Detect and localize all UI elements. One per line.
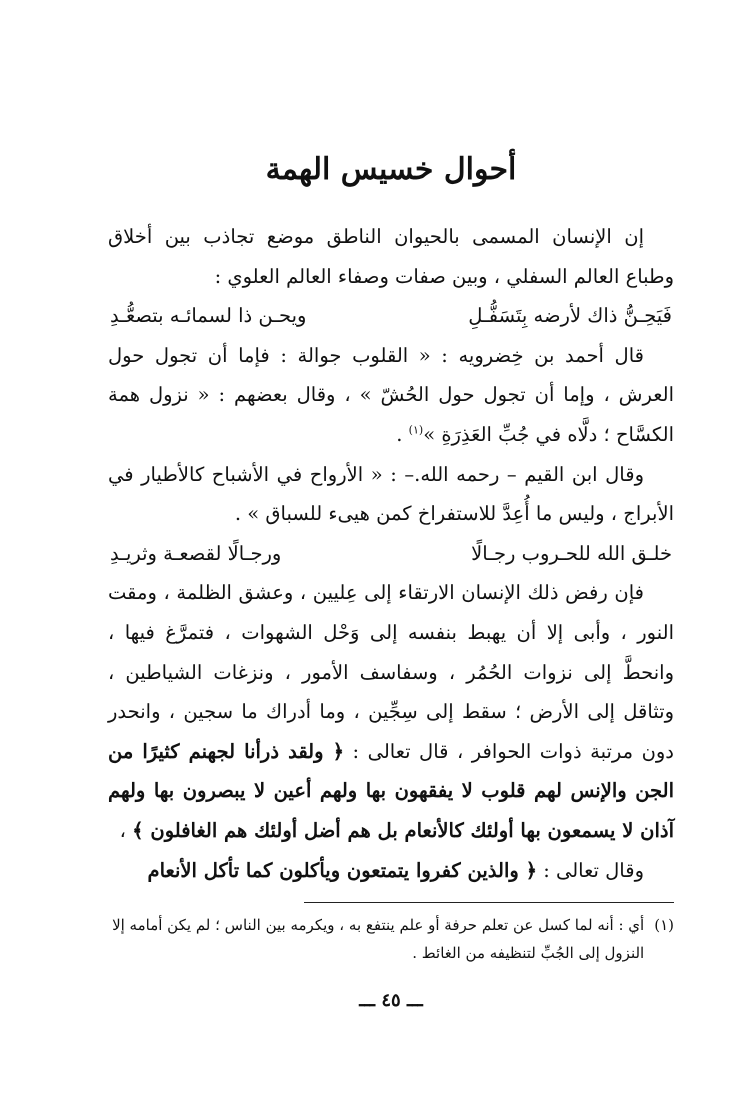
- footnote-reference: (١): [408, 423, 424, 437]
- paragraph-2: [108, 336, 674, 455]
- footnote-divider: [304, 902, 674, 903]
- paragraph-4-end: ،: [119, 818, 126, 842]
- footnote-1: [108, 911, 674, 967]
- poem-verse-1: [108, 296, 674, 336]
- verse-2-second-hemistich: ورجـالًا لقصعـة وثريـدِ: [110, 541, 282, 565]
- footnote-text: أي : أنه لما كسل عن تعلم حرفة أو علم ينتفع به ، ويكرمه بين الناس ؛ لم يكن أمامه إلا النزول إلى الجُبِّ لتنظيفه من الغائط .: [112, 916, 645, 962]
- paragraph-1: إن الإنسان المسمى بالحيوان الناطق موضع تجاذب بين أخلاق وطباع العالم السفلي ، وبين صفات وصفاء العالم العلوي :: [108, 225, 674, 288]
- paragraph-3: وقال ابن القيم – رحمه الله.– : « الأرواح في الأشباح كالأطيار في الأبراج ، وليس ما أُعِدَّ للاستفراخ كمن هيىء للسباق » .: [108, 462, 674, 526]
- verse-2-first-hemistich: خلـق الله للحـروب رجـالًا: [471, 541, 672, 565]
- paragraph-2-end: .: [396, 422, 403, 446]
- poem-verse-2: [108, 534, 674, 574]
- verse-1-first-hemistich: فَيَحِـنُّ ذاك لأرضه بِتَسَفُّـلِ: [468, 304, 672, 328]
- footnote-number: (١): [654, 916, 674, 934]
- quran-verse-1: ﴿ ولقد ذرأنا لجهنم كثيرًا من الجن والإنس لهم قلوب لا يفقهون بها ولهم أعين لا يبصرون بها ولهم آذان لا يسمعون بها أولئك كالأنعام بل هم أضل أولئك هم الغافلون ﴾: [108, 739, 674, 842]
- paragraph-4-text: فإن رفض ذلك الإنسان الارتقاء إلى عِليين ، وعشق الظلمة ، ومقت النور ، وأبى إلا أن يهبط بنفسه إلى وَحْل الشهوات ، فتمرَّغ فيها ، وانحطَّ إلى نزوات الحُمُر ، وسفاسف الأمور ، ونزغات الشياطين ، وتثاقل إلى الأرض ؛ سقط إلى سِجِّين ، وما أدراك ما سجين ، وانحدر دون مرتبة ذوات الحوافر ، قال تعالى :: [108, 581, 674, 763]
- page-title: أحوال خسيس الهمة: [265, 152, 517, 187]
- paragraph-2-text: قال أحمد بن خِضرويه : « القلوب جوالة : فإما أن تجول حول العرش ، وإما أن تجول حول الحُشّ » ، وقال بعضهم : « نزول همة الكسَّاح ؛ دلَّاه في جُبِّ العَذِرَةِ »: [108, 343, 674, 446]
- book-page: [108, 0, 674, 1094]
- page-number: ـــ ٤٥ ـــ: [359, 990, 423, 1011]
- quran-verse-2: ﴿ والذين كفروا يتمتعون ويأكلون كما تأكل الأنعام: [147, 858, 537, 882]
- paragraph-5: [108, 851, 674, 891]
- body-text: [108, 217, 674, 890]
- footnotes: [108, 911, 674, 967]
- paragraph-5-text: وقال تعالى :: [543, 858, 644, 882]
- verse-1-second-hemistich: ويحـن ذا لسمائـه بتصعُّـدِ: [110, 304, 307, 328]
- paragraph-4: [108, 573, 674, 850]
